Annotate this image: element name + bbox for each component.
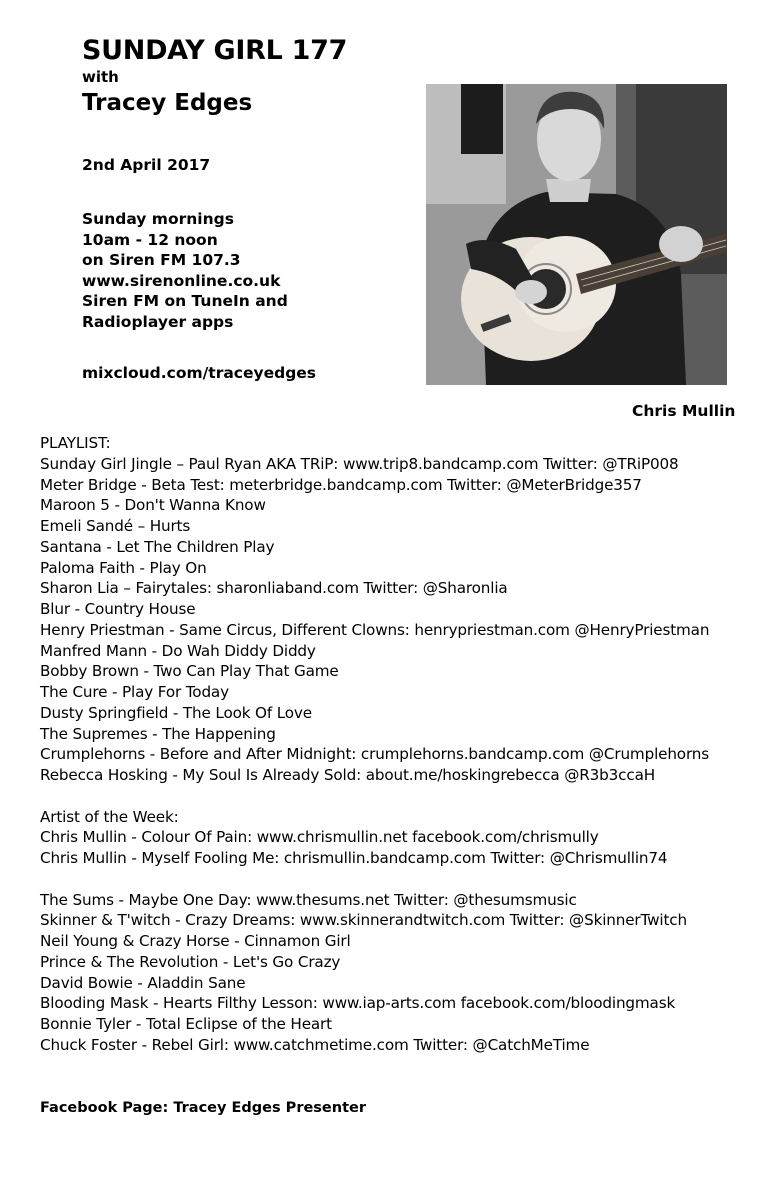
- playlist-track: The Supremes - The Happening: [40, 724, 276, 743]
- mixcloud-link: mixcloud.com/traceyedges: [82, 364, 317, 382]
- presenter-name: Tracey Edges: [82, 90, 253, 116]
- playlist-track: Henry Priestman - Same Circus, Different Clowns: henrypriestman.com @HenryPriestman: [40, 620, 710, 639]
- playlist-track: Paloma Faith - Play On: [40, 558, 207, 577]
- playlist-track: Sharon Lia – Fairytales: sharonliaband.com Twitter: @Sharonlia: [40, 579, 508, 598]
- show-date: 2nd April 2017: [82, 156, 211, 174]
- playlist-track: Sunday Girl Jingle – Paul Ryan AKA TRiP: www.trip8.bandcamp.com Twitter: @TRiP008: [40, 454, 679, 473]
- playlist-track: Santana - Let The Children Play: [40, 537, 275, 556]
- artist-photo: [426, 84, 727, 385]
- playlist-track: Bobby Brown - Two Can Play That Game: [40, 662, 339, 681]
- playlist-track: Meter Bridge - Beta Test: meterbridge.bandcamp.com Twitter: @MeterBridge357: [40, 475, 642, 494]
- broadcast-schedule: [82, 209, 288, 332]
- schedule-line: Siren FM on TuneIn and: [82, 292, 288, 310]
- photo-caption: Chris Mullin: [632, 402, 736, 420]
- playlist-track: Manfred Mann - Do Wah Diddy Diddy: [40, 641, 316, 660]
- playlist-track: Blur - Country House: [40, 600, 196, 618]
- schedule-line: Sunday mornings: [82, 210, 234, 228]
- schedule-line: 10am - 12 noon: [82, 230, 218, 249]
- playlist-track: The Cure - Play For Today: [40, 683, 229, 701]
- spacer: [40, 869, 765, 890]
- playlist: [40, 433, 765, 1056]
- schedule-line: on Siren FM 107.3: [82, 251, 241, 269]
- playlist-track: Crumplehorns - Before and After Midnight: crumplehorns.bandcamp.com @Crumplehorns: [40, 745, 710, 764]
- schedule-line: www.sirenonline.co.uk: [82, 271, 281, 290]
- playlist-track: David Bowie - Aladdin Sane: [40, 973, 246, 992]
- facebook-page-note: Facebook Page: Tracey Edges Presenter: [40, 1100, 367, 1116]
- show-header: [82, 34, 412, 120]
- playlist-heading: PLAYLIST:: [40, 434, 111, 452]
- with-label: with: [82, 68, 119, 86]
- playlist-track: Neil Young & Crazy Horse - Cinnamon Girl: [40, 932, 351, 950]
- playlist-track: Chuck Foster - Rebel Girl: www.catchmetime.com Twitter: @CatchMeTime: [40, 1035, 590, 1054]
- playlist-track: Blooding Mask - Hearts Filthy Lesson: www.iap-arts.com facebook.com/bloodingmask: [40, 994, 676, 1013]
- playlist-track: The Sums - Maybe One Day: www.thesums.net Twitter: @thesumsmusic: [40, 890, 577, 909]
- artist-of-week-track: Chris Mullin - Myself Fooling Me: chrismullin.bandcamp.com Twitter: @Chrismullin74: [40, 849, 668, 867]
- playlist-track: Dusty Springfield - The Look Of Love: [40, 703, 312, 722]
- artist-of-week-heading: Artist of the Week:: [40, 807, 179, 826]
- playlist-track: Maroon 5 - Don't Wanna Know: [40, 496, 266, 515]
- playlist-track: Emeli Sandé – Hurts: [40, 517, 191, 535]
- playlist-track: Rebecca Hosking - My Soul Is Already Sold: about.me/hoskingrebecca @R3b3ccaH: [40, 766, 656, 784]
- schedule-line: Radioplayer apps: [82, 312, 234, 331]
- playlist-track: Skinner & T'witch - Crazy Dreams: www.skinnerandtwitch.com Twitter: @SkinnerTwitch: [40, 911, 687, 930]
- show-title: SUNDAY GIRL 177: [82, 35, 348, 66]
- artist-of-week-track: Chris Mullin - Colour Of Pain: www.chrismullin.net facebook.com/chrismully: [40, 828, 599, 847]
- playlist-track: Bonnie Tyler - Total Eclipse of the Heart: [40, 1015, 332, 1033]
- spacer: [40, 786, 765, 807]
- playlist-track: Prince & The Revolution - Let's Go Crazy: [40, 952, 341, 971]
